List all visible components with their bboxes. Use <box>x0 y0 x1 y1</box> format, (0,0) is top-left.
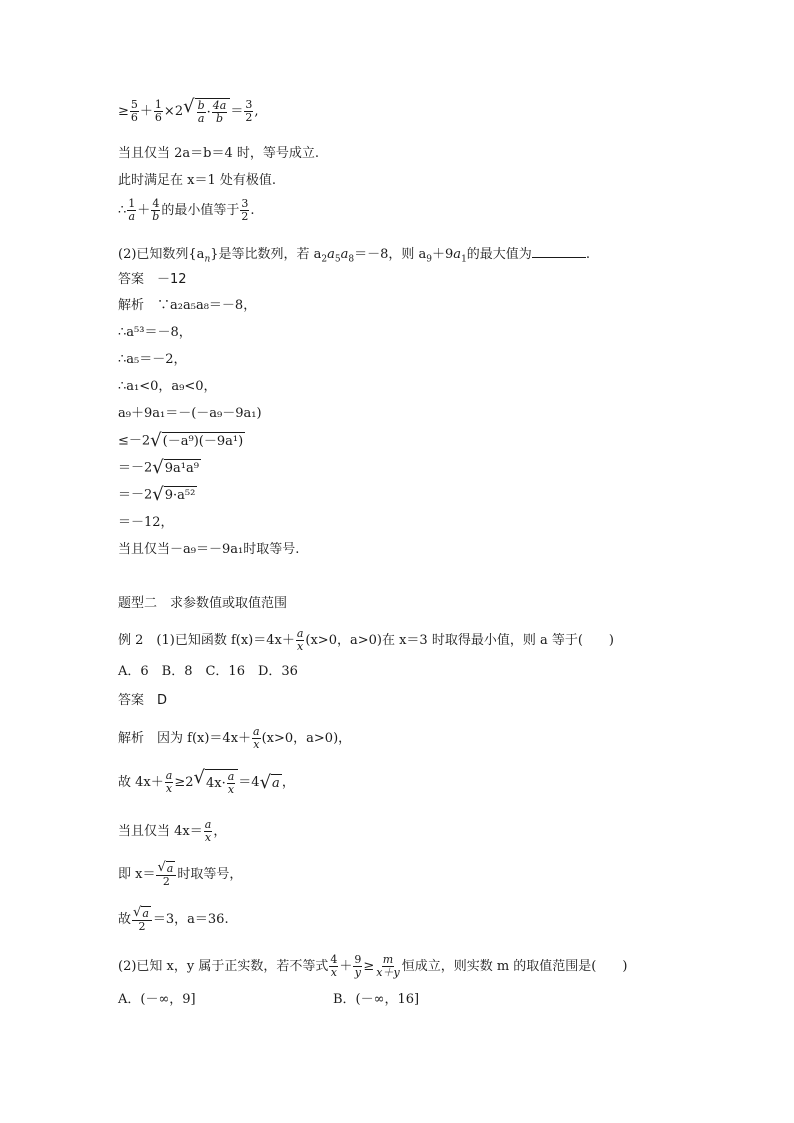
example-2: 例 2 (1)已知函数 f(x)＝4x＋ $\frac{a}{x}$ (x>0，a>0)在 x＝3 时取得最小值，则 a 等于( ) <box>118 627 614 653</box>
frac-5-6: $\frac{5}{6}$ <box>130 98 138 124</box>
line-1: ≥ $\frac{5}{6}$ ＋ $\frac{1}{6}$ ×2 √ $\frac{b}{a}$ · $\frac{4a}{b}$ ＝ $\frac{3}{2}$ , <box>118 96 259 125</box>
analysis-2-line-5: 故 √ a 2 ＝3，a＝36. <box>118 905 229 933</box>
section-title: 题型二 求参数值或取值范围 <box>118 596 288 611</box>
analysis-line-4: ∴a₁<0，a₉<0， <box>118 379 217 394</box>
answer-blank <box>532 245 586 258</box>
analysis-line-1: 解析 ∵a₂a₅a₈＝－8， <box>118 298 257 313</box>
analysis-2-line-3: 当且仅当 4x＝ $\frac{a}{x}$ ， <box>118 818 227 844</box>
analysis-line-9: ＝－12， <box>118 515 174 530</box>
line-3: 此时满足在 x＝1 处有极值. <box>118 173 276 188</box>
option-a: A．(－∞，9] <box>118 992 196 1007</box>
answer-1: 答案 －12 <box>118 272 187 287</box>
analysis-line-3: ∴a₅＝－2， <box>118 352 187 367</box>
frac-1-6: $\frac{1}{6}$ <box>154 98 162 124</box>
frac-3-2: $\frac{3}{2}$ <box>245 98 253 124</box>
line-4: ∴ $\frac{1}{a}$ ＋ $\frac{4}{b}$ 的最小值等于 $\frac{3}{2}$ . <box>118 197 255 223</box>
analysis-line-6: ≤－2 √ (－a⁹)(－9a¹) <box>118 430 244 451</box>
option-b: B．(－∞，16] <box>333 992 420 1007</box>
question-3: (2)已知 x，y 属于正实数，若不等式 $\frac{4}{x}$ ＋ $\frac{9}{y}$ ≥ $\frac{m}{x+y}$ 恒成立，则实数 m 的取值范围是( ) <box>118 953 628 979</box>
analysis-line-5: a₉＋9a₁＝－(－a₉－9a₁) <box>118 406 262 421</box>
analysis-line-2: ∴a⁵³＝－8， <box>118 325 192 340</box>
analysis-line-7: ＝－2 √ 9a¹a⁹ <box>118 457 199 478</box>
analysis-line-8: ＝－2 √ 9·a⁵² <box>118 484 196 505</box>
analysis-2-line-4: 即 x＝ √ a 2 时取等号， <box>118 860 243 888</box>
analysis-line-10: 当且仅当－a₉＝－9a₁时取等号. <box>118 542 300 557</box>
analysis-2-line-1: 解析 因为 f(x)＝4x＋ $\frac{a}{x}$ (x>0，a>0)， <box>118 725 352 751</box>
line-2: 当且仅当 2a＝b＝4 时，等号成立. <box>118 146 320 161</box>
question-2: (2)已知数列$\{a_n\}$是等比数列，若 $a_2a_5a_8=-8$，则 $a_9+9a_1$的最大值为 . <box>118 247 590 265</box>
answer-2: 答案 D <box>118 693 168 708</box>
sqrt-expression: √ $\frac{b}{a}$ · $\frac{4a}{b}$ <box>183 98 230 125</box>
example-2-options: A．6 B．8 C．16 D．36 <box>118 664 298 679</box>
analysis-2-line-2: 故 4x＋ $\frac{a}{x}$ ≥2 √ 4x· $\frac{a}{x}$ ＝4 √ a ， <box>118 767 295 796</box>
